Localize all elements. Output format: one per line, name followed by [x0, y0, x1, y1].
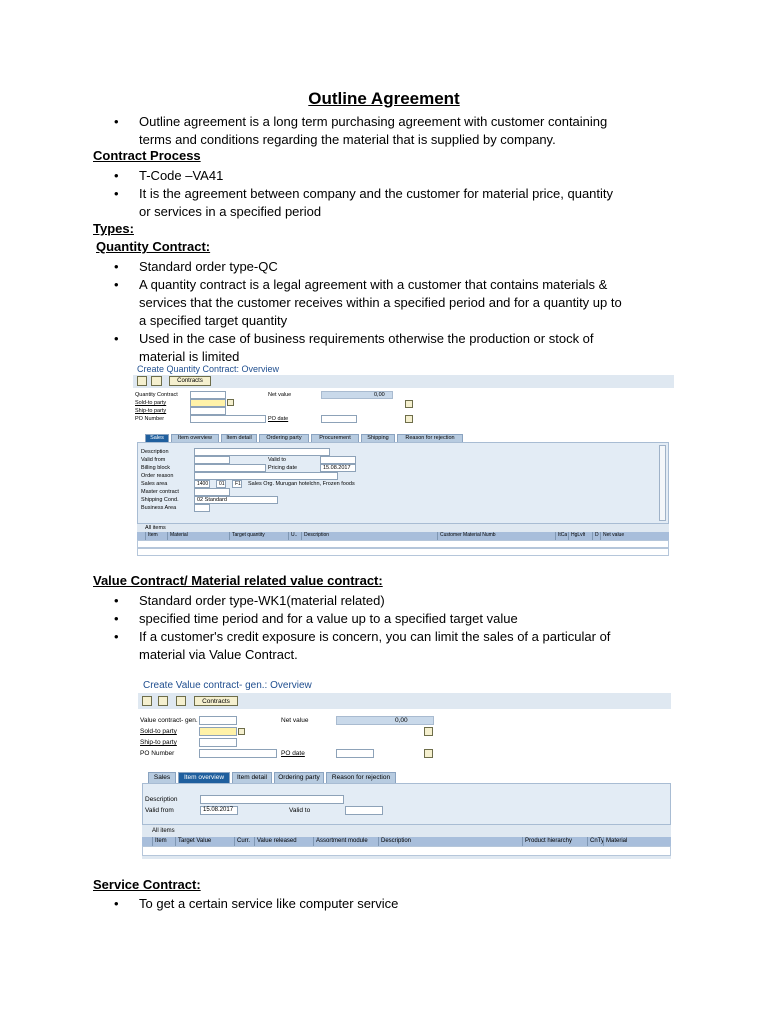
header-detail-icon[interactable] — [405, 400, 413, 408]
ship-to-label: Ship-to party — [135, 408, 167, 414]
sap2-items-table — [142, 825, 671, 859]
net-value-field — [321, 391, 393, 399]
shipping-cond-value: 02 Standard — [197, 497, 227, 503]
sap1-header-area — [133, 388, 674, 432]
billing-block-field[interactable] — [194, 464, 266, 472]
valid-from-field[interactable] — [194, 456, 230, 464]
sap2-header-area — [138, 709, 671, 765]
col-product-hierarchy[interactable]: Product hierarchy — [522, 837, 572, 846]
quantity-bullet-1-line-1: • Standard order type-QC — [139, 259, 278, 274]
tab-shipping[interactable] — [361, 434, 395, 442]
quantity-contract-heading: Quantity Contract: — [96, 239, 211, 254]
sold-to-lookup-icon[interactable] — [227, 399, 234, 406]
items-row[interactable] — [137, 540, 669, 548]
tab-reason-for-rejection[interactable] — [326, 772, 396, 783]
col-assortment-module[interactable]: Assortment module — [313, 837, 368, 846]
description-field[interactable] — [194, 448, 330, 456]
tab-reason-for-rejection-label: Reason for rejection — [405, 435, 455, 441]
sales-area-text: Sales Org. Murugan hotelchn, Frozen foods — [248, 481, 355, 487]
all-items-label: All items — [152, 828, 175, 834]
sold-to-label: Sold-to party — [140, 728, 177, 735]
sales-panel-scrollbar[interactable] — [659, 445, 666, 521]
col-description[interactable]: Description — [378, 837, 411, 846]
value-bullet-1 — [139, 592, 679, 610]
po-date-icon[interactable] — [424, 749, 433, 758]
display-change-icon[interactable] — [142, 696, 152, 706]
value-bullet-3-line-1: • If a customer's credit exposure is concern, you can limit the sales of a particular of — [139, 629, 611, 644]
po-date-label: PO date — [268, 416, 289, 422]
net-value-field — [336, 716, 434, 725]
value-contract-field[interactable] — [199, 716, 237, 725]
po-date-icon[interactable] — [405, 415, 413, 423]
sap1-screen-title: Create Quantity Contract: Overview — [137, 364, 280, 374]
tab-item-overview-label: Item overview — [183, 774, 225, 781]
tab-procurement-label: Procurement — [319, 435, 351, 441]
process-bullet-1 — [139, 167, 679, 185]
tab-ordering-party-label: Ordering party — [278, 774, 320, 781]
quantity-bullet-3-line-1: • Used in the case of business requirements otherwise the production or stock of — [139, 331, 594, 346]
tab-item-detail-label: Item detail — [226, 435, 252, 441]
tab-sales[interactable] — [145, 434, 169, 442]
quantity-bullet-3 — [139, 330, 679, 366]
valid-from-value: 15.08.2017 — [203, 807, 234, 813]
tab-item-overview[interactable] — [171, 434, 219, 442]
sold-to-lookup-icon[interactable] — [238, 728, 245, 735]
tab-ordering-party-label: Ordering party — [266, 435, 302, 441]
intro-line-2: terms and conditions regarding the material that is supplied by company. — [139, 132, 556, 147]
intro-line-1: • Outline agreement is a long term purchasing agreement with customer containing — [139, 114, 608, 129]
business-area-label: Business Area — [141, 505, 177, 511]
contract-process-heading: Contract Process — [93, 148, 201, 163]
tab-item-detail[interactable] — [221, 434, 257, 442]
valid-from-label: Valid from — [141, 457, 166, 463]
sap2-toolbar — [138, 693, 671, 709]
net-value-value: 0,00 — [395, 717, 408, 724]
shipping-cond-label: Shipping Cond. — [141, 497, 179, 503]
col-customer-material[interactable]: Customer Material Numb — [437, 532, 496, 540]
net-value-label: Net value — [268, 392, 292, 398]
col-cnty[interactable]: CnTy — [587, 837, 604, 846]
header-detail-icon[interactable] — [424, 727, 433, 736]
sold-to-label: Sold-to party — [135, 400, 167, 406]
quantity-contract-field[interactable] — [190, 391, 226, 399]
tab-sales-label: Sales — [153, 774, 171, 781]
document-flow-icon[interactable] — [151, 376, 162, 386]
ship-to-label: Ship-to party — [140, 739, 177, 746]
process-bullet-1-line-1: • T-Code –VA41 — [139, 168, 224, 183]
col-hglvit[interactable]: HgLvIt — [568, 532, 585, 540]
col-material[interactable]: Material — [167, 532, 188, 540]
tab-item-detail[interactable] — [232, 772, 272, 783]
display-change-icon[interactable] — [137, 376, 147, 386]
tab-procurement[interactable] — [311, 434, 359, 442]
description-label: Description — [141, 449, 169, 455]
value-bullet-2 — [139, 610, 679, 628]
net-value-value: 0,00 — [374, 392, 385, 398]
sap1-toolbar — [133, 375, 674, 388]
sap2-tab-strip — [138, 765, 671, 783]
po-number-label: PO Number — [135, 416, 165, 422]
contracts-button[interactable] — [169, 376, 211, 386]
valid-from-label: Valid from — [145, 807, 174, 814]
types-heading: Types: — [93, 221, 134, 236]
quantity-bullet-2-line-3: a specified target quantity — [139, 313, 288, 328]
po-date-field[interactable] — [336, 749, 374, 758]
po-date-field[interactable] — [321, 415, 357, 423]
process-bullet-2-line-2: or services in a specified period — [139, 204, 322, 219]
sap1-tab-strip — [133, 432, 674, 442]
quantity-bullet-3-line-2: material is limited — [139, 349, 240, 364]
service-bullet-1-line-1: • To get a certain service like computer service — [139, 896, 399, 911]
order-reason-field[interactable] — [194, 472, 338, 480]
contracts-button-label: Contracts — [202, 698, 230, 705]
tab-sales[interactable] — [148, 772, 176, 783]
net-value-label: Net value — [281, 717, 309, 724]
col-unit[interactable]: U.. — [288, 532, 297, 540]
contracts-button[interactable] — [194, 696, 238, 706]
quantity-bullet-2 — [139, 276, 679, 330]
valid-to-label: Valid to — [289, 807, 311, 814]
dist-channel-value: 01 — [219, 481, 225, 487]
shipping-cond-field[interactable] — [194, 496, 278, 504]
po-date-label: PO date — [281, 750, 305, 757]
division-field[interactable] — [232, 480, 242, 488]
billing-block-label: Billing block — [141, 465, 171, 471]
document-flow-icon[interactable] — [158, 696, 168, 706]
tab-reason-for-rejection-label: Reason for rejection — [331, 774, 391, 781]
sap1-sales-panel — [137, 442, 669, 524]
items-header-row — [137, 532, 669, 540]
sap2-item-overview-panel — [142, 783, 671, 825]
tab-item-detail-label: Item detail — [237, 774, 267, 781]
page-title: Outline Agreement — [308, 89, 460, 108]
sold-to-field[interactable] — [190, 399, 226, 407]
po-number-label: PO Number — [140, 750, 175, 757]
description-label: Description — [145, 796, 178, 803]
po-number-field[interactable] — [199, 749, 277, 758]
col-description[interactable]: Description — [301, 532, 329, 540]
valid-to-field[interactable] — [320, 456, 356, 464]
pricing-date-field[interactable] — [320, 464, 356, 472]
sales-org-value: 1400 — [197, 481, 209, 487]
valid-to-label: Valid to — [268, 457, 286, 463]
value-contract-label: Value contract- gen. — [140, 717, 198, 724]
col-material[interactable]: Material — [603, 837, 627, 846]
tab-shipping-label: Shipping — [367, 435, 389, 441]
process-bullet-2-line-1: • It is the agreement between company and the customer for material price, quantity — [139, 186, 614, 201]
tab-ordering-party[interactable] — [259, 434, 309, 442]
sap2-screen-title: Create Value contract- gen.: Overview — [143, 680, 312, 691]
value-contract-heading: Value Contract/ Material related value contract: — [93, 573, 383, 588]
tab-sales-label: Sales — [150, 435, 164, 441]
value-bullet-3 — [139, 628, 679, 664]
master-contract-label: Master contract — [141, 489, 179, 495]
quantity-bullet-2-line-2: services that the customer receives within a specified period and for a quantity up to — [139, 295, 622, 310]
tab-reason-for-rejection[interactable] — [397, 434, 463, 442]
col-target-value[interactable]: Target Value — [175, 837, 211, 846]
quantity-contract-screenshot — [133, 364, 674, 556]
tab-ordering-party[interactable] — [274, 772, 324, 783]
quantity-bullet-2-line-1: • A quantity contract is a legal agreement with a customer that contains materials & — [139, 277, 608, 292]
value-bullet-1-line-1: • Standard order type-WK1(material related) — [139, 593, 385, 608]
sap1-items-table — [137, 524, 669, 556]
sales-org-field[interactable] — [194, 480, 210, 488]
col-d[interactable]: D — [592, 532, 599, 540]
intro-bullet — [139, 113, 679, 149]
tab-item-overview-label: Item overview — [178, 435, 212, 441]
pricing-date-label: Pricing date — [268, 465, 298, 471]
service-contract-heading: Service Contract: — [93, 877, 201, 892]
col-item[interactable]: Item — [152, 837, 167, 846]
col-currency[interactable]: Curr. — [234, 837, 250, 846]
tab-item-overview[interactable] — [178, 772, 230, 783]
service-bullet-1 — [139, 895, 679, 913]
ship-to-field[interactable] — [199, 738, 237, 747]
sales-area-label: Sales area — [141, 481, 168, 487]
business-area-field[interactable] — [194, 504, 210, 512]
division-value: F1 — [235, 481, 241, 487]
sold-to-field[interactable] — [199, 727, 237, 736]
order-reason-label: Order reason — [141, 473, 174, 479]
items-row[interactable] — [142, 846, 671, 856]
contracts-button-label: Contracts — [177, 378, 203, 384]
items-row[interactable] — [137, 548, 669, 556]
quantity-bullet-1 — [139, 258, 679, 276]
valid-to-field[interactable] — [345, 806, 383, 815]
master-contract-field[interactable] — [194, 488, 230, 496]
items-header-row — [142, 837, 671, 846]
valid-from-field[interactable] — [200, 806, 238, 815]
description-field[interactable] — [200, 795, 344, 804]
ship-to-field[interactable] — [190, 407, 226, 415]
col-target-quantity[interactable]: Target quantity — [229, 532, 265, 540]
value-contract-screenshot — [138, 676, 671, 859]
quantity-contract-label: Quantity Contract — [135, 392, 178, 398]
process-bullet-2 — [139, 185, 679, 221]
col-value-released[interactable]: Value released — [254, 837, 297, 846]
col-itca[interactable]: ItCa — [555, 532, 567, 540]
value-bullet-2-line-1: • specified time period and for a value up to a specified target value — [139, 611, 518, 626]
value-bullet-3-line-2: material via Value Contract. — [139, 647, 298, 662]
status-icon[interactable] — [176, 696, 186, 706]
dist-channel-field[interactable] — [216, 480, 226, 488]
po-number-field[interactable] — [190, 415, 266, 423]
col-net-value[interactable]: Net value — [600, 532, 624, 540]
all-items-label: All items — [145, 525, 166, 531]
col-item[interactable]: Item — [145, 532, 158, 540]
pricing-date-value: 15.08.2017 — [323, 465, 351, 471]
